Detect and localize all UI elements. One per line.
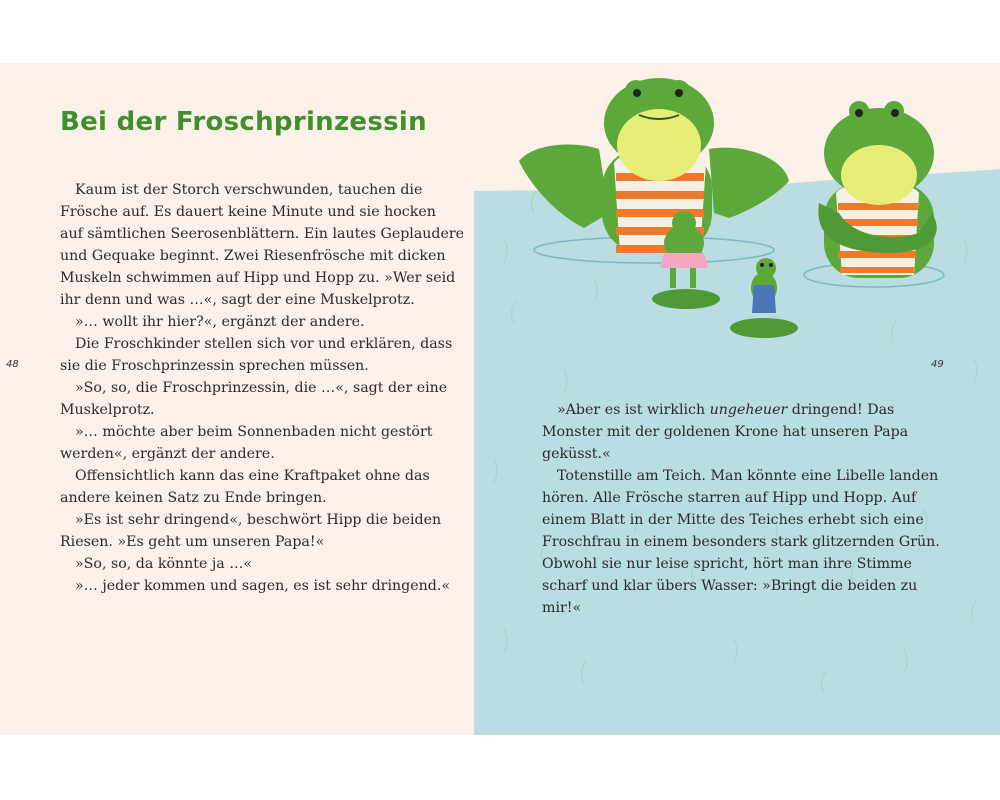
text-line xyxy=(542,509,924,531)
text-line: Muskeln schwimmen auf Hipp und Hopp zu. »Wer seid xyxy=(60,270,456,286)
text-line: Riesen. »Es geht um unseren Papa!« xyxy=(60,534,325,550)
text-line: Die Froschkinder stellen sich vor und erklären, dass xyxy=(75,336,453,352)
page-number-left: 48 xyxy=(6,359,19,370)
text-line xyxy=(542,597,892,619)
text-segment: einem Blatt in der Mitte des Teiches erhebt sich eine xyxy=(542,512,924,528)
right-page-text xyxy=(542,399,940,619)
chapter-title: Bei der Froschprinzessin xyxy=(60,107,427,137)
text-line xyxy=(542,531,940,553)
frogs-illustration xyxy=(474,63,1000,363)
text-line: auf sämtlichen Seerosenblättern. Ein lautes Geplaudere xyxy=(60,226,465,242)
text-line: Offensichtlich kann das eine Kraftpaket ohne das xyxy=(75,468,430,484)
left-page xyxy=(0,63,474,735)
emphasized-word: ungeheuer xyxy=(709,402,788,418)
text-line: Frösche auf. Es dauert keine Minute und sie hocken xyxy=(60,204,436,220)
text-line: Kaum ist der Storch verschwunden, tauchen die xyxy=(75,182,423,198)
text-line: sie die Froschprinzessin sprechen müssen. xyxy=(60,358,369,374)
text-segment: Monster mit der goldenen Krone hat unseren Papa xyxy=(542,424,909,440)
text-segment: Froschfrau in einem besonders stark glitzernden Grün. xyxy=(542,534,940,550)
text-line: »… jeder kommen und sagen, es ist sehr dringend.« xyxy=(75,578,451,594)
left-page-text xyxy=(60,179,465,597)
text-segment: »Aber es ist wirklich xyxy=(557,402,710,418)
text-line xyxy=(542,487,917,509)
page-number-right: 49 xyxy=(931,359,944,370)
book-spread xyxy=(0,63,1000,735)
text-line xyxy=(542,443,892,465)
text-line: »So, so, die Froschprinzessin, die …«, sagt der eine xyxy=(75,380,448,396)
text-line xyxy=(542,575,918,597)
text-line: »Es ist sehr dringend«, beschwört Hipp die beiden xyxy=(75,512,442,528)
text-segment: mir!« xyxy=(542,600,582,616)
text-segment: Totenstille am Teich. Man könnte eine Libelle landen xyxy=(557,468,939,484)
text-line xyxy=(542,553,912,575)
text-line: und Gequake beginnt. Zwei Riesenfrösche mit dicken xyxy=(60,248,446,264)
text-line: »… möchte aber beim Sonnenbaden nicht gestört xyxy=(75,424,433,440)
text-line xyxy=(542,421,909,443)
text-line xyxy=(542,465,939,487)
text-line: »… wollt ihr hier?«, ergänzt der andere. xyxy=(75,314,365,330)
text-segment: geküsst.« xyxy=(542,446,611,462)
text-line: andere keinen Satz zu Ende bringen. xyxy=(60,490,327,506)
text-segment: scharf und klar übers Wasser: »Bringt die beiden zu xyxy=(542,578,918,594)
text-segment: Obwohl sie nur leise spricht, hört man ihre Stimme xyxy=(542,556,912,572)
text-segment: dringend! Das xyxy=(787,402,895,418)
text-line xyxy=(542,399,895,421)
text-line: Muskelprotz. xyxy=(60,402,155,418)
text-line: ihr denn und was …«, sagt der eine Muskelprotz. xyxy=(60,292,415,308)
text-segment: hören. Alle Frösche starren auf Hipp und Hopp. Auf xyxy=(542,490,917,506)
text-line: werden«, ergänzt der andere. xyxy=(60,446,275,462)
text-line: »So, so, da könnte ja …« xyxy=(75,556,253,572)
